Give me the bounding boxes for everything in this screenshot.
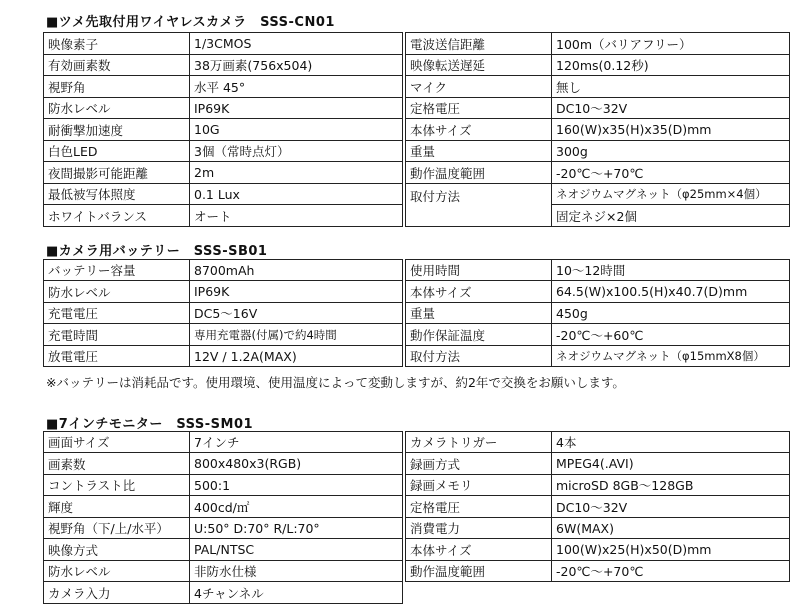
camera-spec-table-left [43, 32, 403, 227]
spec-label: 視野角 [44, 76, 190, 98]
spec-label: 録画方式 [406, 453, 552, 475]
spec-value: 4チャンネル [190, 582, 403, 604]
spec-label: 画面サイズ [44, 432, 190, 453]
spec-label: 録画メモリ [406, 475, 552, 496]
spec-label: 有効画素数 [44, 55, 190, 76]
monitor-spec-table-left [43, 431, 403, 604]
spec-label: 防水レベル [44, 561, 190, 582]
spec-value: 10G [190, 119, 403, 141]
spec-value: 500:1 [190, 475, 403, 496]
spec-value: 450g [552, 303, 790, 324]
spec-value: 10～12時間 [552, 260, 790, 281]
spec-label: 夜間撮影可能距離 [44, 162, 190, 184]
spec-value: 800x480x3(RGB) [190, 453, 403, 475]
spec-value: 38万画素(756x504) [190, 55, 403, 76]
spec-label: カメラ入力 [44, 582, 190, 604]
spec-value: 非防水仕様 [190, 561, 403, 582]
spec-value: DC5～16V [190, 303, 403, 324]
spec-value: 100(W)x25(H)x50(D)mm [552, 539, 790, 561]
spec-label: 本体サイズ [406, 281, 552, 303]
spec-label: コントラスト比 [44, 475, 190, 496]
battery-note: ※バッテリーは消耗品です。使用環境、使用温度によって変動しますが、約2年で交換をお願いします。 [46, 375, 625, 390]
spec-label: 防水レベル [44, 281, 190, 303]
spec-label: 輝度 [44, 496, 190, 518]
spec-value: 専用充電器(付属)で約4時間 [190, 324, 403, 346]
spec-value: 12V / 1.2A(MAX) [190, 346, 403, 367]
spec-label: 使用時間 [406, 260, 552, 281]
spec-label: 重量 [406, 303, 552, 324]
spec-label: ホワイトバランス [44, 205, 190, 227]
spec-value: PAL/NTSC [190, 539, 403, 561]
spec-value: 160(W)x35(H)x35(D)mm [552, 119, 790, 141]
spec-label: 映像転送遅延 [406, 55, 552, 76]
spec-label: 放電電圧 [44, 346, 190, 367]
spec-value: MPEG4(.AVI) [552, 453, 790, 475]
spec-value: 120ms(0.12秒) [552, 55, 790, 76]
battery-spec-table-right [405, 259, 790, 367]
spec-label: 重量 [406, 141, 552, 162]
spec-label: 動作保証温度 [406, 324, 552, 346]
spec-label: 定格電圧 [406, 496, 552, 518]
spec-value: 8700mAh [190, 260, 403, 281]
spec-label: 耐衝撃加速度 [44, 119, 190, 141]
spec-label: マイク [406, 76, 552, 98]
section-title-monitor: ■7インチモニター SSS-SM01 [46, 417, 254, 432]
spec-value: オート [190, 205, 403, 227]
spec-value: 300g [552, 141, 790, 162]
camera-spec-table-right [405, 32, 790, 227]
spec-value: 4本 [552, 432, 790, 453]
spec-value: 2m [190, 162, 403, 184]
spec-value: 無し [552, 76, 790, 98]
section-title-camera: ■ツメ先取付用ワイヤレスカメラ SSS-CN01 [46, 15, 335, 30]
spec-label: 取付方法 [406, 184, 552, 227]
spec-label: カメラトリガー [406, 432, 552, 453]
spec-value: IP69K [190, 98, 403, 119]
spec-label: 視野角（下/上/水平） [44, 518, 190, 539]
spec-value: 400cd/㎡ [190, 496, 403, 518]
spec-value: ネオジウムマグネット（φ15mmX8個） [552, 346, 790, 367]
spec-label: 防水レベル [44, 98, 190, 119]
spec-value: -20℃～+70℃ [552, 561, 790, 582]
spec-label: 映像素子 [44, 33, 190, 55]
spec-label: 取付方法 [406, 346, 552, 367]
spec-label: 画素数 [44, 453, 190, 475]
spec-value: 水平 45° [190, 76, 403, 98]
spec-label: 動作温度範囲 [406, 162, 552, 184]
spec-label: 電波送信距離 [406, 33, 552, 55]
spec-label: 動作温度範囲 [406, 561, 552, 582]
spec-label: バッテリー容量 [44, 260, 190, 281]
spec-label: 映像方式 [44, 539, 190, 561]
spec-value: 64.5(W)x100.5(H)x40.7(D)mm [552, 281, 790, 303]
spec-value: DC10～32V [552, 496, 790, 518]
spec-label: 消費電力 [406, 518, 552, 539]
spec-label: 本体サイズ [406, 119, 552, 141]
section-title-battery: ■カメラ用バッテリー SSS-SB01 [46, 244, 268, 259]
spec-label: 充電時間 [44, 324, 190, 346]
spec-value: 6W(MAX) [552, 518, 790, 539]
spec-label: 定格電圧 [406, 98, 552, 119]
spec-value: ネオジウムマグネット（φ25mm×4個） [552, 184, 790, 205]
battery-spec-table-left [43, 259, 403, 367]
spec-label: 本体サイズ [406, 539, 552, 561]
spec-value: 100m（バリアフリー） [552, 33, 790, 55]
spec-label: 白色LED [44, 141, 190, 162]
spec-label: 最低被写体照度 [44, 184, 190, 205]
spec-value: IP69K [190, 281, 403, 303]
spec-value: U:50° D:70° R/L:70° [190, 518, 403, 539]
monitor-spec-table-right [405, 431, 790, 582]
spec-value: 固定ネジ×2個 [552, 205, 790, 227]
spec-value: -20℃～+70℃ [552, 162, 790, 184]
spec-label: 充電電圧 [44, 303, 190, 324]
spec-value: 7インチ [190, 432, 403, 453]
spec-value: 3個（常時点灯） [190, 141, 403, 162]
spec-value: DC10～32V [552, 98, 790, 119]
spec-value: 1/3CMOS [190, 33, 403, 55]
spec-value: -20℃～+60℃ [552, 324, 790, 346]
spec-value: microSD 8GB～128GB [552, 475, 790, 496]
spec-value: 0.1 Lux [190, 184, 403, 205]
